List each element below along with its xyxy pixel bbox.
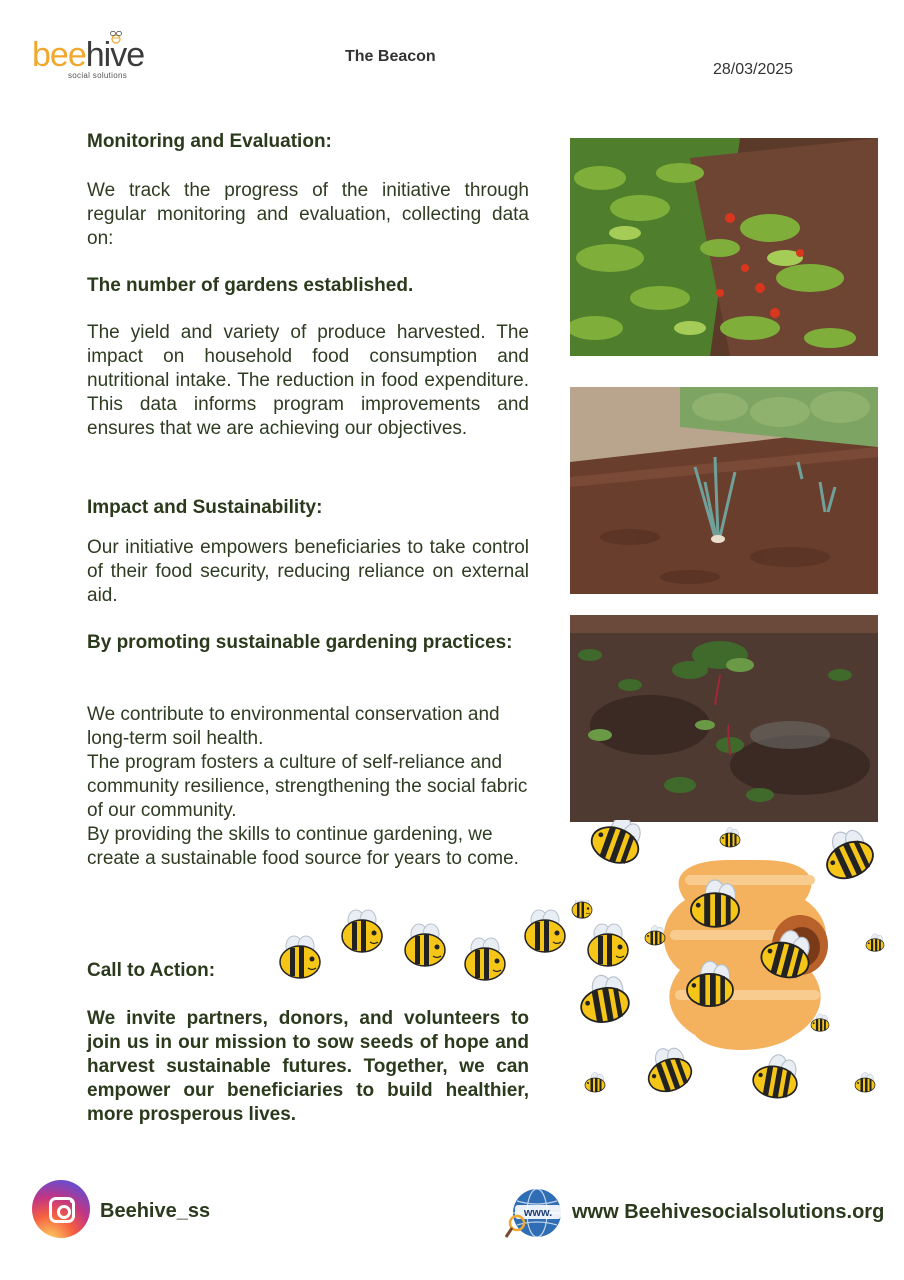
onion-bed-photo [570,387,878,594]
instagram-handle[interactable]: Beehive_ss [100,1200,211,1222]
globe-label: www. [523,1207,553,1219]
beetroot-bed-photo [570,615,878,822]
cta-heading-block [87,959,237,983]
monitoring-section [87,130,529,154]
website-link[interactable]: www Beehivesocialsolutions.org [572,1201,885,1223]
bee-logo-icon [108,30,124,44]
monitoring-text: We track the progress of the initiative through regular monitoring and evaluation, collecting data on: [87,180,529,249]
impact-heading-block [87,496,529,520]
yield-block [87,321,529,441]
promoting-block [87,631,529,655]
bee-row-illustration [270,900,640,1000]
pepper-plants-photo [570,138,878,356]
publication-title: The Beacon [345,48,436,65]
skills-text: By providing the skills to continue gardening, we create a sustainable food source for years to come. [87,824,519,869]
logo-bee-text: bee [32,36,86,74]
environment-block [87,703,529,871]
globe-web-icon [505,1185,565,1241]
impact-heading: Impact and Sustainability: [87,497,323,518]
yield-text: The yield and variety of produce harvested. The impact on household food consumption and nutritional intake. The reduction in food expenditure. This data informs program improvements and ensures that we are achieving our objectives. [87,322,529,439]
gardens-heading: The number of gardens established. [87,275,414,296]
instagram-icon-flash [70,1199,74,1203]
monitoring-heading: Monitoring and Evaluation: [87,131,332,152]
logo-hive-text: hive [85,36,145,74]
cta-text: We invite partners, donors, and volunteers to join us in our mission to sow seeds of hope and harvest sustainable futures. Together, we can empower our beneficiaries to build healthier, more prosperous lives. [87,1008,529,1125]
cta-text-block [87,1007,529,1127]
impact-text-block [87,536,529,608]
logo-wordmark [32,38,144,72]
promoting-heading: By promoting sustainable gardening practices: [87,632,513,653]
environment-text: We contribute to environmental conservation and long-term soil health. [87,704,500,749]
impact-text: Our initiative empowers beneficiaries to take control of their food security, reducing reliance on external aid. [87,537,529,606]
monitoring-text-block [87,179,529,251]
beehive-logo [32,30,172,84]
gardens-block [87,274,529,298]
issue-date: 28/03/2025 [713,61,794,78]
culture-text: The program fosters a culture of self-reliance and community resilience, strengthening the social fabric of our community. [87,752,528,821]
instagram-icon-lens [57,1205,71,1219]
instagram-icon[interactable] [32,1180,90,1238]
logo-subtitle: social solutions [68,71,128,80]
cta-heading: Call to Action: [87,960,216,981]
